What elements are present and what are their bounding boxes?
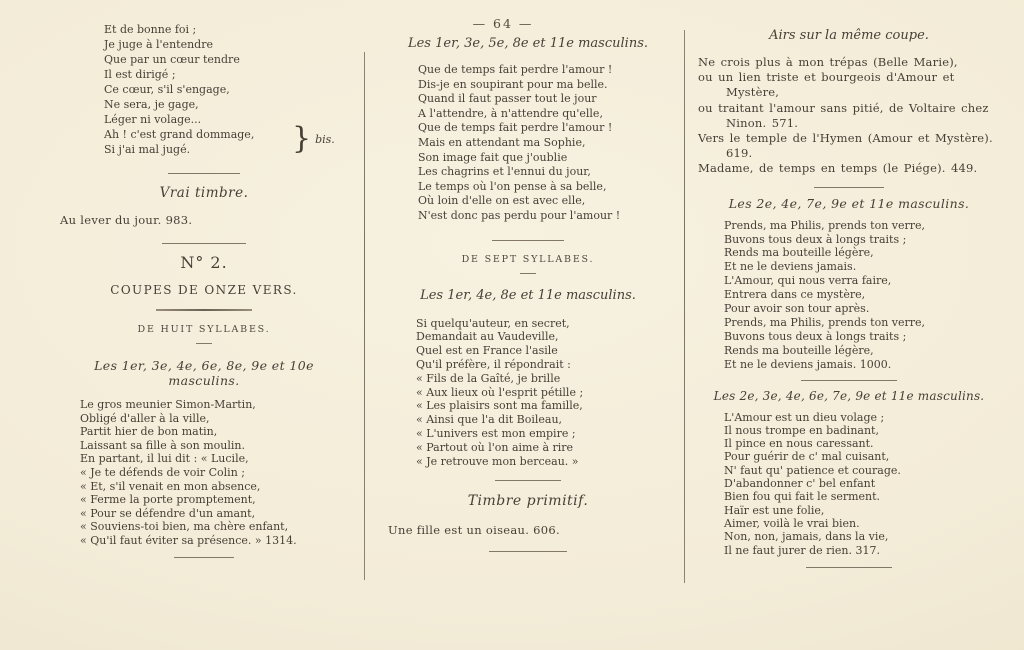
separator-rule: [174, 557, 234, 558]
poem-line: « Qu'il faut éviter sa présence. » 1314.: [80, 533, 297, 547]
poem-line: « Ferme la porte promptement,: [80, 493, 256, 507]
poem-line: Il nous trompe en badinant,: [724, 423, 879, 437]
poem-line: Il pince en nous caressant.: [724, 437, 874, 451]
airs-heading: Airs sur la même coupe.: [769, 28, 929, 43]
poem: [418, 63, 670, 224]
timbre-entry: Une fille est un oiseau. 606.: [388, 523, 560, 538]
poem-line: « Je te défends de voir Colin ;: [80, 465, 245, 479]
separator-rule: [156, 309, 252, 311]
poem-line: L'Amour, qui nous verra faire,: [724, 274, 892, 288]
airs-list: [698, 55, 1000, 177]
poem-line: D'abandonner c' bel enfant: [724, 477, 876, 491]
stanza-line: Je juge à l'entendre: [104, 38, 213, 51]
poem-line: Quel est en France l'asile: [416, 344, 558, 358]
poem-line: Si quelqu'auteur, en secret,: [416, 316, 570, 330]
poem-line: Buvons tous deux à longs traits ;: [724, 329, 907, 343]
poem-line: Obligé d'aller à la ville,: [80, 411, 210, 425]
bis-label: bis.: [315, 132, 335, 146]
poem-line: L'Amour est un dieu volage ;: [724, 410, 885, 424]
poem-line: Rends ma bouteille légère,: [724, 246, 874, 260]
timbre-heading: Timbre primitif.: [467, 493, 589, 510]
poem: [416, 317, 670, 469]
poem-line: Et ne le deviens jamais.: [724, 260, 857, 274]
poem-line: Partit hier de bon matin,: [80, 425, 218, 439]
separator-rule: [495, 480, 561, 481]
pattern-heading: Les 1er, 3e, 4e, 6e, 8e, 9e et 10e masculins.: [94, 358, 314, 388]
poem: [724, 411, 1000, 557]
poem-line: « Je retrouve mon berceau. »: [416, 454, 579, 468]
poem-line: « Fils de la Gaîté, je brille: [416, 371, 561, 385]
poem-line: Rends ma bouteille légère,: [724, 343, 874, 357]
airs-entry: Ne crois plus à mon trépas (Belle Marie),: [698, 55, 958, 69]
poem: [724, 219, 1000, 372]
stanza-line: Ah ! c'est grand dommage,: [104, 128, 255, 141]
poem-line: Prends, ma Philis, prends ton verre,: [724, 218, 926, 232]
poem-line: « Partout où l'on aime à rire: [416, 440, 574, 454]
column-divider-left: [364, 52, 365, 580]
poem-line: Que de temps fait perdre l'amour !: [418, 63, 613, 76]
airs-entry: Vers le temple de l'Hymen (Amour et Mystère). 619.: [698, 131, 993, 161]
timbre-heading: Vrai timbre.: [159, 185, 249, 201]
separator-rule: [196, 343, 212, 344]
poem-line: Haïr est une folie,: [724, 503, 825, 517]
stanza-line: Que par un cœur tendre: [104, 53, 240, 66]
poem-line: N'est donc pas perdu pour l'amour !: [418, 208, 621, 222]
pattern-heading: Les 1er, 3e, 5e, 8e et 11e masculins.: [407, 36, 648, 51]
poem-line: Pour avoir son tour après.: [724, 302, 870, 316]
middle-column: [386, 30, 670, 552]
airs-entry: ou traitant l'amour sans pitié, de Voltaire chez Ninon. 571.: [698, 100, 989, 130]
separator-rule: [520, 273, 536, 274]
poem: [80, 398, 350, 548]
pattern-heading: Les 2e, 3e, 4e, 6e, 7e, 9e et 11e masculins.: [713, 388, 985, 403]
bis-brace: [292, 121, 335, 156]
stanza-line: Et de bonne foi ;: [104, 23, 197, 36]
poem-line: Que de temps fait perdre l'amour !: [418, 121, 613, 135]
poem-line: Le gros meunier Simon-Martin,: [80, 398, 256, 411]
poem-line: Et ne le deviens jamais. 1000.: [724, 357, 892, 371]
stanza-line: Ce cœur, s'il s'engage,: [104, 83, 230, 96]
stanza-line: Ne sera, je gage,: [104, 98, 199, 111]
stanza-line: Il est dirigé ;: [104, 68, 176, 81]
poem-line: « L'univers est mon empire ;: [416, 426, 576, 440]
separator-rule: [489, 551, 567, 552]
poem-line: Laissant sa fille à son moulin.: [80, 438, 245, 452]
poem-line: Qu'il préfère, il répondrait :: [416, 357, 571, 371]
right-column: [698, 20, 1000, 568]
pattern-heading: Les 2e, 4e, 7e, 9e et 11e masculins.: [728, 195, 970, 211]
airs-entry: ou un lien triste et bourgeois d'Amour et Mystère,: [698, 70, 955, 100]
separator-rule: [801, 380, 897, 381]
poem-line: « Souviens-toi bien, ma chère enfant,: [80, 520, 289, 534]
poem-line: Où loin d'elle on est avec elle,: [418, 194, 586, 208]
poem-line: Aimer, voilà le vrai bien.: [724, 516, 860, 530]
timbre-entry: Au lever du jour. 983.: [60, 213, 193, 227]
poem-line: « Aux lieux où l'esprit pétille ;: [416, 385, 584, 399]
poem-line: Entrera dans ce mystère,: [724, 288, 866, 302]
column-divider-right: [684, 30, 685, 583]
separator-rule: [814, 187, 884, 188]
poem-line: Bien fou qui fait le serment.: [724, 490, 881, 504]
airs-entry: Madame, de temps en temps (le Piége). 449.: [698, 161, 978, 176]
poem-line: Dis-je en soupirant pour ma belle.: [418, 77, 608, 91]
pattern-heading: Les 1er, 4e, 8e et 11e masculins.: [420, 287, 636, 303]
poem-line: Pour guérir de c' mal cuisant,: [724, 450, 890, 464]
separator-rule: [492, 240, 564, 241]
poem-line: Son image fait que j'oublie: [418, 150, 568, 164]
poem-line: « Ainsi que l'a dit Boileau,: [416, 413, 563, 427]
poem-line: N' faut qu' patience et courage.: [724, 463, 901, 477]
poem-line: Buvons tous deux à longs traits ;: [724, 232, 907, 246]
syllables-heading: DE SEPT SYLLABES.: [461, 253, 595, 265]
poem-line: Demandait au Vaudeville,: [416, 330, 559, 344]
separator-rule: [806, 567, 892, 568]
stanza-line: Si j'ai mal jugé.: [104, 143, 191, 156]
poem-line: Le temps où l'on pense à sa belle,: [418, 179, 607, 193]
section-title: COUPES DE ONZE VERS.: [110, 283, 298, 297]
stanza-line: Léger ni volage...: [104, 113, 202, 126]
poem-line: Non, non, jamais, dans la vie,: [724, 530, 889, 544]
poem-line: Prends, ma Philis, prends ton verre,: [724, 315, 926, 329]
brace-glyph: }: [292, 121, 312, 156]
poem-line: En partant, il lui dit : « Lucile,: [80, 452, 249, 466]
opening-stanza: [104, 22, 350, 157]
section-number: N° 2.: [180, 253, 228, 272]
poem-line: A l'attendre, à n'attendre qu'elle,: [418, 106, 603, 120]
poem-line: Mais en attendant ma Sophie,: [418, 135, 586, 149]
poem-line: « Pour se défendre d'un amant,: [80, 506, 256, 520]
poem-line: « Et, s'il venait en mon absence,: [80, 479, 261, 493]
poem-line: « Les plaisirs sont ma famille,: [416, 399, 583, 413]
left-column: [58, 22, 350, 558]
poem-line: Il ne faut jurer de rien. 317.: [724, 543, 881, 557]
separator-rule: [162, 243, 246, 244]
poem-line: Quand il faut passer tout le jour: [418, 92, 597, 106]
separator-rule: [168, 173, 240, 174]
poem-line: Les chagrins et l'ennui du jour,: [418, 165, 591, 179]
syllables-heading: DE HUIT SYLLABES.: [137, 324, 271, 335]
page-number: — 64 —: [472, 16, 534, 31]
